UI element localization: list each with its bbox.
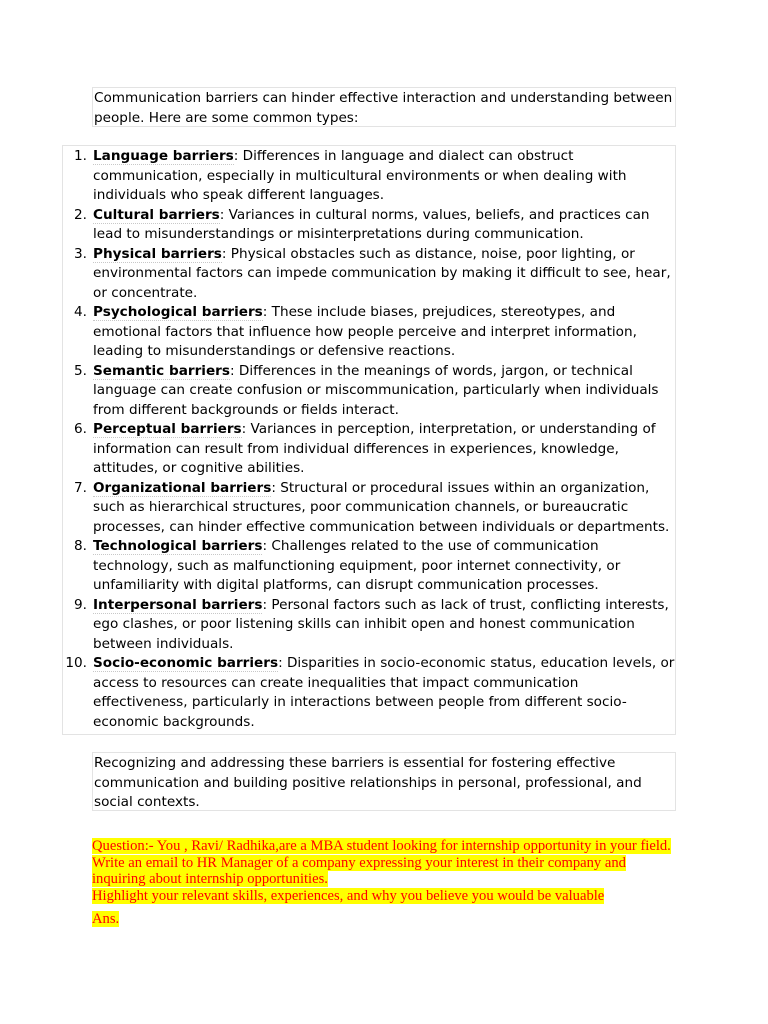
list-item bbox=[63, 654, 677, 732]
list-item bbox=[63, 537, 677, 596]
question-text bbox=[92, 838, 682, 904]
list-item-number: 6. bbox=[74, 421, 87, 437]
barrier-term: Technological barriers bbox=[93, 538, 263, 554]
barrier-description: : These include biases, prejudices, stereotypes, and emotional factors that influence how people perceive and interpret information, leading to misunderstandings or defensive reactions. bbox=[93, 304, 637, 359]
list-item bbox=[63, 147, 677, 206]
answer-label bbox=[92, 911, 119, 928]
list-item bbox=[63, 303, 677, 362]
question-line-1: Question:- You , Ravi/ Radhika,are a MBA student looking for internship opportunity in your field. Write an email to HR Manager of a company expressing your interest in their company and inquiring about internship opportunities. bbox=[92, 838, 671, 887]
barrier-description: : Disparities in socio-economic status, education levels, or access to resources can create inequalities that impact communication effectiveness, particularly in interactions between people from different socio-economic backgrounds. bbox=[93, 655, 675, 730]
barrier-term: Interpersonal barriers bbox=[93, 596, 263, 613]
list-item-number: 7. bbox=[74, 479, 87, 496]
barrier-description: : Variances in cultural norms, values, beliefs, and practices can lead to misunderstandings or misinterpretations during communication. bbox=[93, 206, 650, 242]
list-item-number: 10. bbox=[65, 655, 87, 671]
barrier-term: Language barriers bbox=[93, 148, 234, 164]
list-item-number: 8. bbox=[74, 538, 87, 554]
barrier-description: : Personal factors such as lack of trust, conflicting interests, ego clashes, or poor listening skills can inhibit open and honest communication between individuals. bbox=[93, 596, 669, 652]
list-item bbox=[63, 245, 677, 304]
barrier-term: Perceptual barriers bbox=[93, 421, 242, 437]
barrier-term: Cultural barriers bbox=[93, 206, 220, 223]
barrier-description: : Physical obstacles such as distance, noise, poor lighting, or environmental factors can impede communication by making it difficult to see, hear, or concentrate. bbox=[93, 245, 671, 301]
list-item-number: 1. bbox=[74, 148, 87, 164]
barriers-list bbox=[63, 147, 677, 732]
list-item-number: 4. bbox=[74, 304, 87, 320]
barrier-term: Organizational barriers bbox=[93, 479, 272, 496]
intro-paragraph: Communication barriers can hinder effective interaction and understanding between people. Here are some common types: bbox=[94, 90, 673, 126]
barrier-description: : Variances in perception, interpretation, or understanding of information can result from individual differences in experiences, knowledge, attitudes, or cognitive abilities. bbox=[93, 421, 656, 476]
barrier-description: : Challenges related to the use of communication technology, such as malfunctioning equipment, poor internet connectivity, or unfamiliarity with digital platforms, can disrupt communication processes. bbox=[93, 538, 621, 593]
question-line-2: Highlight your relevant skills, experiences, and why you believe you would be valuable bbox=[92, 887, 605, 904]
list-item-number: 3. bbox=[74, 245, 87, 262]
list-item-number: 9. bbox=[74, 596, 87, 613]
list-item-number: 5. bbox=[74, 362, 87, 379]
barrier-term: Physical barriers bbox=[93, 245, 222, 262]
barrier-description: : Structural or procedural issues within an organization, such as hierarchical structures, poor communication channels, or bureaucratic processes, can hinder effective communication between individuals or departments. bbox=[93, 479, 670, 535]
list-item bbox=[63, 206, 677, 245]
barrier-term: Psychological barriers bbox=[93, 304, 263, 320]
intro-block bbox=[92, 87, 676, 127]
list-item bbox=[63, 596, 677, 655]
barrier-description: : Differences in language and dialect can obstruct communication, especially in multicultural environments or when dealing with individuals who speak different languages. bbox=[93, 148, 627, 203]
barrier-term: Socio-economic barriers bbox=[93, 655, 279, 671]
outro-block bbox=[92, 752, 676, 811]
list-item bbox=[63, 362, 677, 421]
barriers-list-block bbox=[62, 145, 676, 735]
answer-text: Ans. bbox=[92, 911, 120, 927]
barrier-description: : Differences in the meanings of words, jargon, or technical language can create confusion or miscommunication, particularly when individuals from different backgrounds or fields interact. bbox=[93, 362, 659, 418]
list-item bbox=[63, 479, 677, 538]
list-item-number: 2. bbox=[74, 206, 87, 223]
outro-paragraph: Recognizing and addressing these barriers is essential for fostering effective communication and building positive relationships in personal, professional, and social contexts. bbox=[94, 755, 642, 810]
list-item bbox=[63, 420, 677, 479]
barrier-term: Semantic barriers bbox=[93, 362, 230, 379]
